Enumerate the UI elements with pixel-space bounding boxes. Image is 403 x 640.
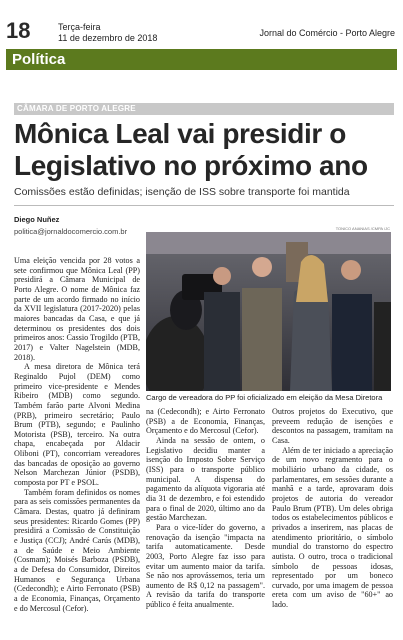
- paragraph: Ainda na sessão de ontem, o Legislativo decidiu manter a isenção do Imposto Sobre Serviço (ISS) para o transporte público municipal. A dispensa do pagamento da alíquota vigoraria até dia 31 de dezembro, e foi estendido para o final de 2020, último ano da gestão Marchezan.: [146, 435, 265, 523]
- divider: [14, 205, 394, 206]
- headline: Mônica Leal vai presidir o Legislativo no próximo ano: [14, 118, 368, 181]
- paragraph: A mesa diretora de Mônica terá Reginaldo Pujol (DEM) como primeiro vice-presidente e Mendes Ribeiro (MDB) como segundo. Também farão parte Alvoni Medina (PRB), primeiro secretário; Paulo Brum (PTB), segundo; e Paulinho Motorista (PSB), terceiro. Na outra chapa, encabeçada por Aldacir Oliboni (PT), concorriam vereadores das bancadas de oposição ao governo Nelson Marchezan Júnior (PSDB), composta por PT e PSOL.: [14, 362, 140, 488]
- page-header: [0, 0, 403, 50]
- byline-author: Diego Nuñez: [14, 215, 60, 224]
- photo-caption: Cargo de vereadora do PP foi oficializado em eleição da Mesa Diretora: [146, 393, 383, 402]
- byline-email: politica@jornaldocomercio.com.br: [14, 227, 128, 236]
- paragraph: Para o vice-líder do governo, a renovação da isenção "impacta na tarifa automaticamente. Desde 2003, Porto Alegre faz isso para evitar um aumento maior da tarifa. Se não nos aprovássemos, teria um aumento de R$ 0,12 na passagem". A revisão da tarifa do transporte público é feita anualmente.: [146, 522, 265, 610]
- paragraph: Também foram definidos os nomes para as seis comissões permanentes da Câmara. Destas, quatro já definiram seus presidentes: Ricardo Gomes (PP) presidirá a Comissão de Constituição e Justiça (CCJ); André Carús (MDB), a de Saúde e Meio Ambiente (Cosmam); Moisés Barboza (PSDB), a de Defesa do Consumidor, Direitos Humanos e Segurança Urbana (Cedecondh); e Airto Ferronato (PSB) a de Economia, Finanças, Orçamento e do Mercosul (Cefor).: [14, 487, 140, 613]
- news-photo: [146, 232, 391, 391]
- edition-weekday: Terça-feira: [58, 22, 101, 32]
- page-number: 18: [6, 18, 31, 43]
- article-column-2: [146, 407, 265, 610]
- edition-date: [58, 22, 157, 44]
- photo-illustration: [146, 232, 391, 391]
- article-column-1: [14, 256, 140, 613]
- paragraph: Além de ter iniciado a apreciação de um novo regramento para o mobiliário urbano da cidade, os parlamentares, em sessões durante a manhã e a tarde, aprovaram dois projetos de autoria do vereador Paulo Brum (PTB). Um deles obriga todos os estabelecimentos públicos e privados a inserirem, nas placas de atendimento prioritário, o símbolo mundial do transtorno do espectro autista. O outro, troca o tradicional símbolo de pessoas idosas, representado por um boneco curvado, por uma imagem de pessoa ereta com um aviso de "60+" ao lado.: [272, 445, 393, 610]
- photo-credit: TONICO ANANIAS /CMPA /JC: [335, 226, 390, 231]
- subheadline: Comissões estão definidas; isenção de ISS sobre transporte foi mantida: [14, 186, 350, 198]
- kicker-bar: [14, 103, 394, 115]
- section-bar: [6, 49, 397, 70]
- paragraph: Uma eleição vencida por 28 votos a sete confirmou que Mônica Leal (PP) presidirá a Câmara Municipal de Porto Alegre. O nome de Mônica faz parte de um acordo firmado no início da XVII legislatura (2017-2020) pelas maiores bancadas da Casa, e que já determinou os presidentes dos dois primeiros anos: Cassio Trogildo (PTB, 2017) e Valter Nagelstein (MDB, 2018).: [14, 256, 140, 362]
- paragraph: na (Cedecondh); e Airto Ferronato (PSB) a de Economia, Finanças, Orçamento e do Mercosul (Cefor).: [146, 407, 265, 436]
- article-column-3: [272, 407, 393, 610]
- section-title: Política: [12, 51, 66, 68]
- newspaper-name: Jornal do Comércio - Porto Alegre: [259, 28, 395, 38]
- kicker-label: CÂMARA DE PORTO ALEGRE: [17, 104, 136, 113]
- edition-day: 11 de dezembro de 2018: [58, 33, 158, 43]
- paragraph: Outros projetos do Executivo, que preveem redução de isenções e descontos na passagem, tramitam na Casa.: [272, 407, 393, 445]
